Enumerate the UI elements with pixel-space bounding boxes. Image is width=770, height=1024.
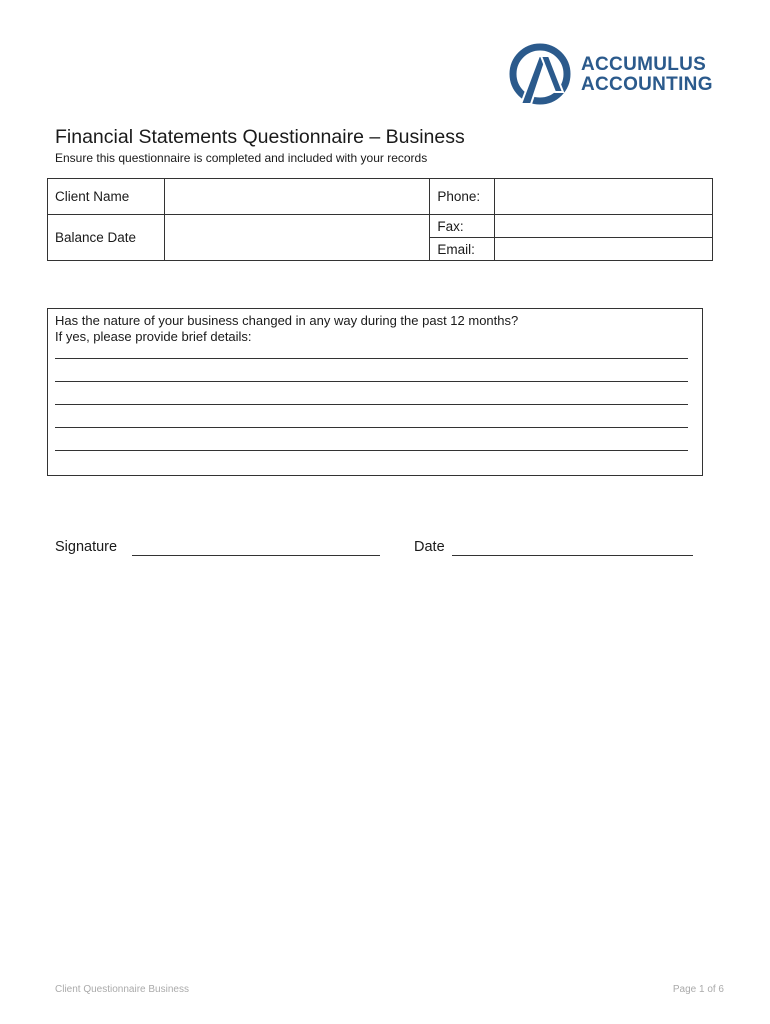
page-subtitle: Ensure this questionnaire is completed and included with your records bbox=[55, 151, 428, 165]
footer-document-name: Client Questionnaire Business bbox=[55, 984, 189, 995]
question-text: Has the nature of your business changed in any way during the past 12 months? bbox=[55, 313, 519, 328]
answer-line-4[interactable] bbox=[55, 427, 688, 428]
question-prompt: If yes, please provide brief details: bbox=[55, 329, 252, 344]
balance-date-label: Balance Date bbox=[48, 215, 165, 261]
answer-line-3[interactable] bbox=[55, 404, 688, 405]
email-field[interactable] bbox=[495, 238, 713, 261]
balance-date-field[interactable] bbox=[164, 215, 430, 261]
fax-label: Fax: bbox=[430, 215, 495, 238]
answer-line-5[interactable] bbox=[55, 450, 688, 451]
logo-wordmark bbox=[581, 55, 713, 95]
date-line[interactable] bbox=[452, 555, 693, 556]
footer-page-number: Page 1 of 6 bbox=[672, 984, 724, 995]
answer-line-1[interactable] bbox=[55, 358, 688, 359]
email-label: Email: bbox=[430, 238, 495, 261]
page-title: Financial Statements Questionnaire – Business bbox=[55, 126, 465, 148]
accumulus-logo-icon bbox=[508, 42, 572, 106]
answer-line-2[interactable] bbox=[55, 381, 688, 382]
company-logo bbox=[508, 42, 730, 106]
logo-line-2: ACCOUNTING bbox=[581, 74, 713, 95]
phone-label: Phone: bbox=[430, 179, 495, 215]
logo-line-1: ACCUMULUS bbox=[581, 54, 707, 75]
client-name-field[interactable] bbox=[164, 179, 430, 215]
business-change-question-box bbox=[47, 308, 703, 476]
date-label: Date bbox=[414, 539, 445, 555]
fax-field[interactable] bbox=[495, 215, 713, 238]
client-name-label: Client Name bbox=[48, 179, 165, 215]
client-info-table bbox=[47, 178, 713, 261]
signature-line[interactable] bbox=[132, 555, 380, 556]
signature-label: Signature bbox=[55, 539, 118, 555]
phone-field[interactable] bbox=[495, 179, 713, 215]
